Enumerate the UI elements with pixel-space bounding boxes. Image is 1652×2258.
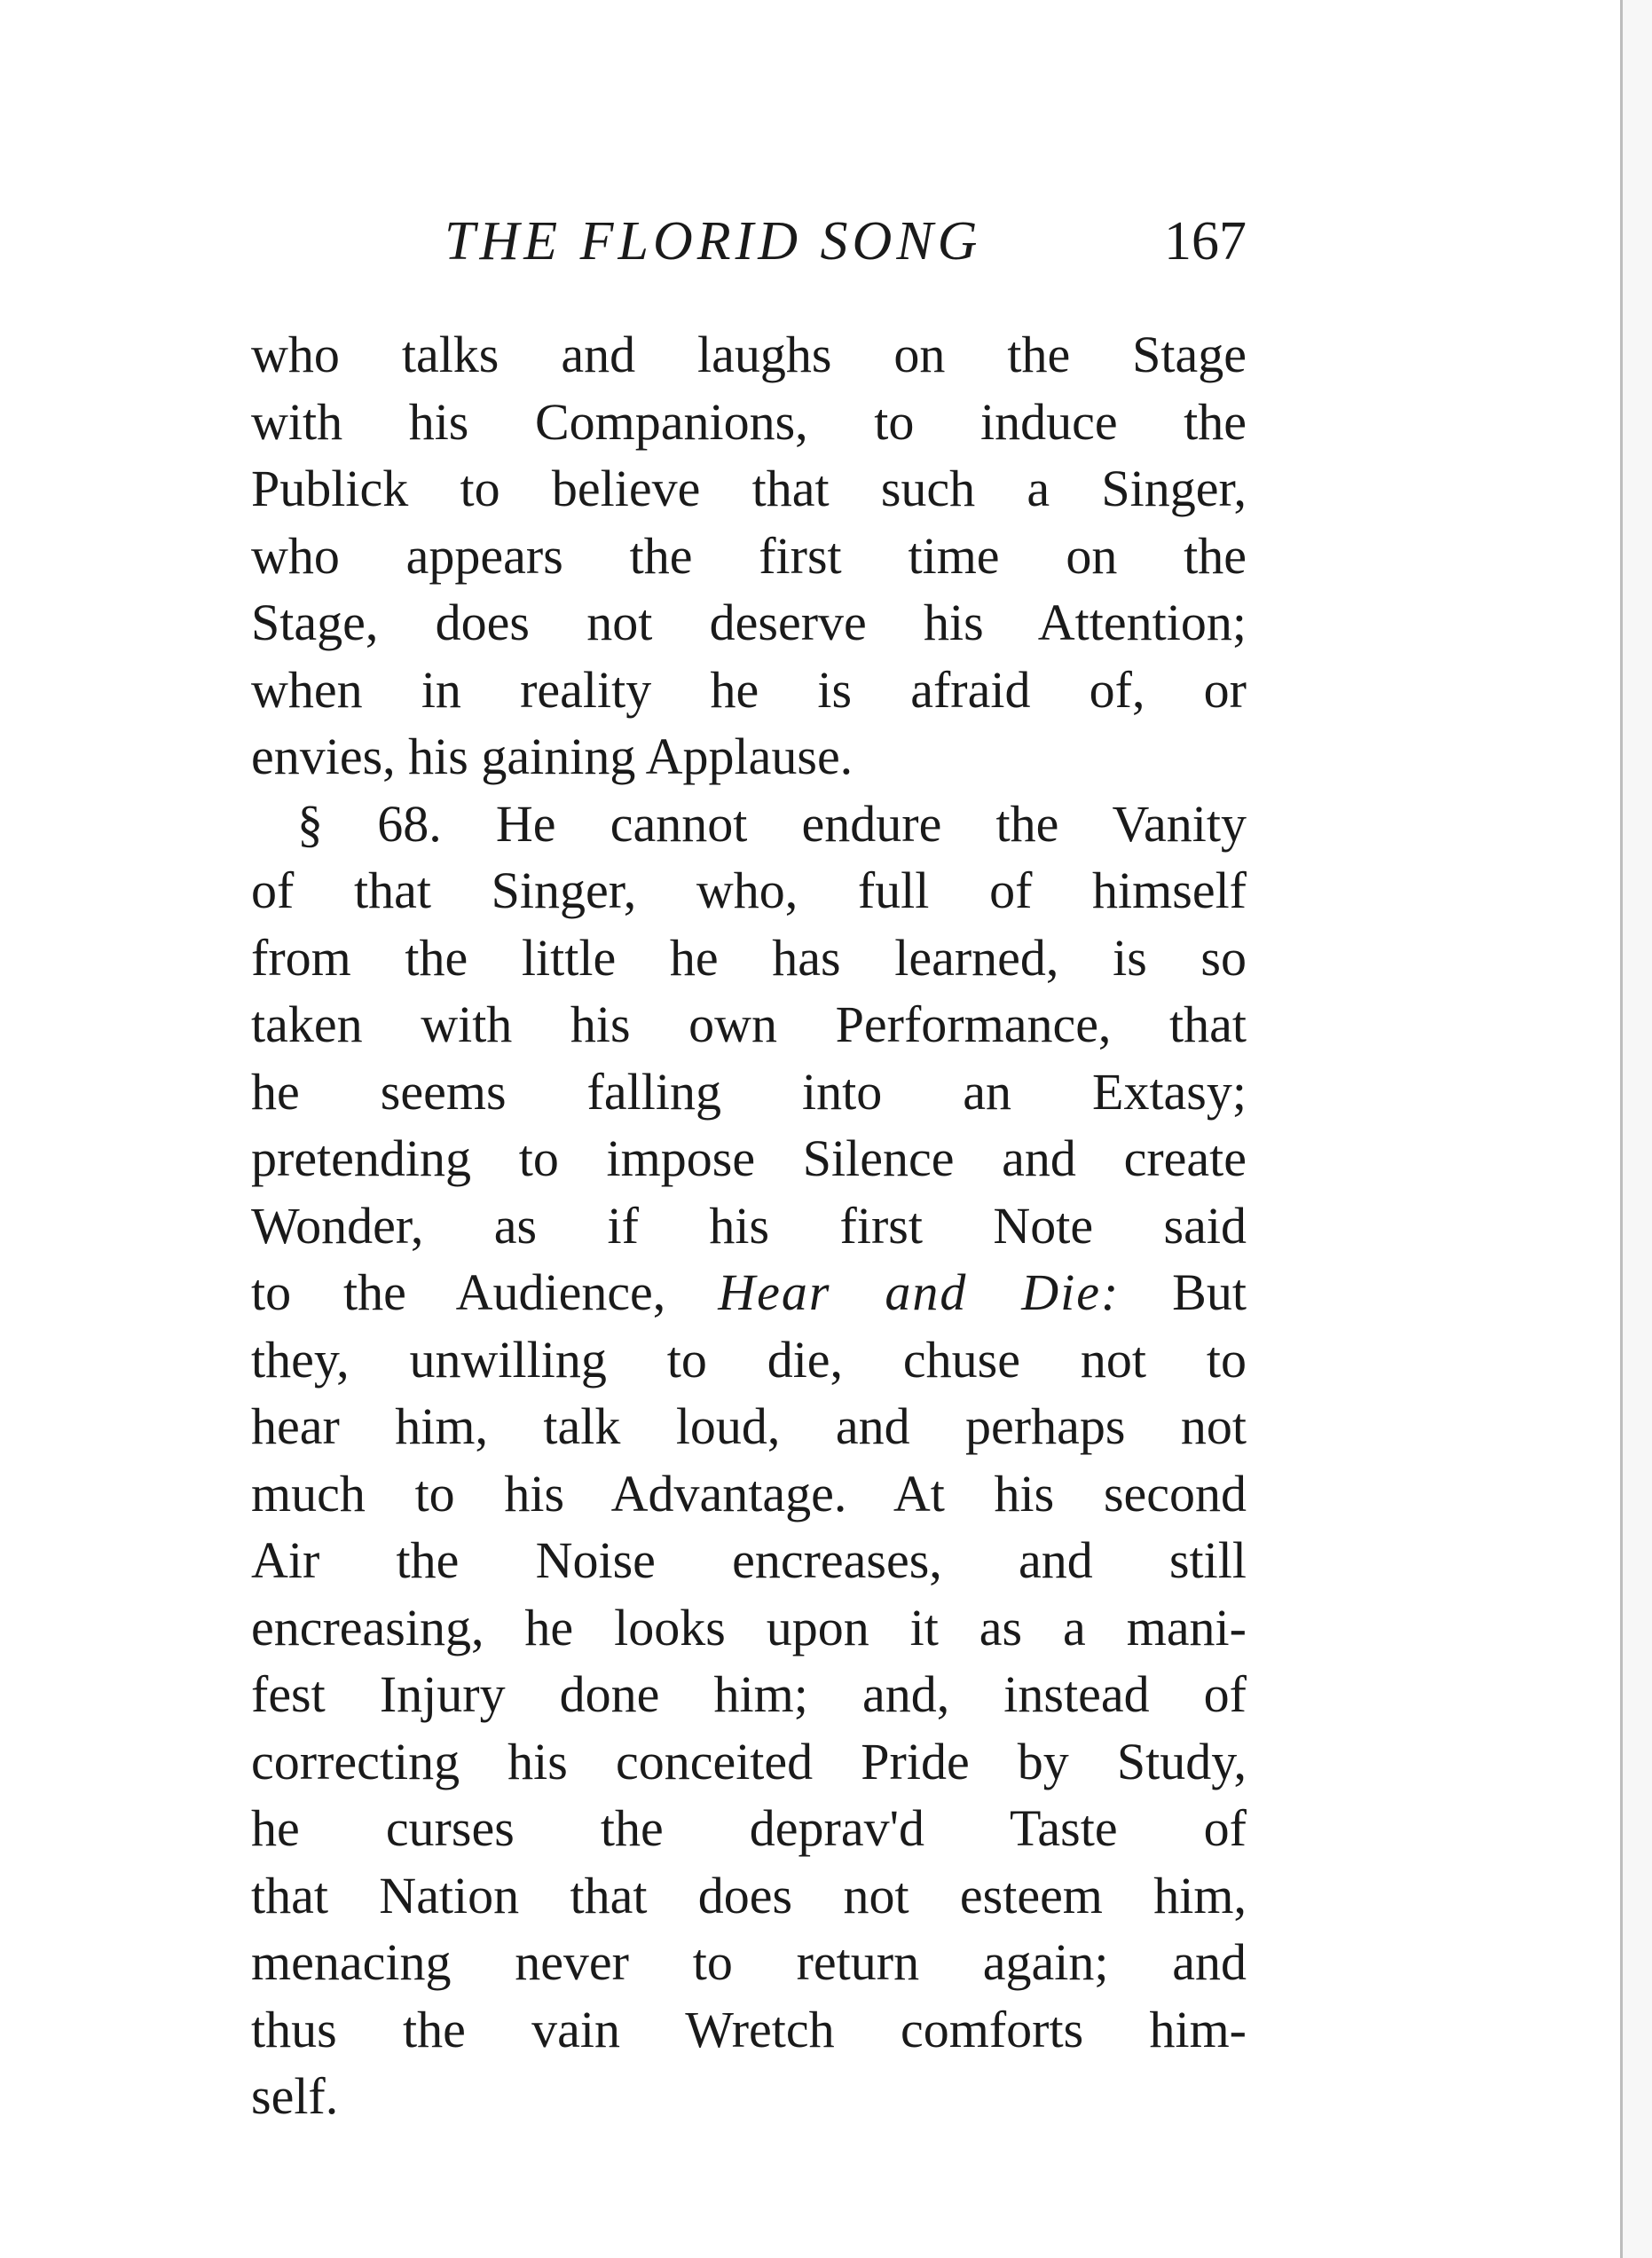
page-edge — [1620, 0, 1623, 2258]
text-line: with his Companions, to induce the — [251, 392, 1247, 451]
text-line: Air the Noise encreases, and still — [251, 1531, 1247, 1589]
page-number: 167 — [1164, 211, 1247, 271]
paragraph-last-line: self. — [251, 2067, 339, 2125]
paragraph-last-line: envies, his gaining Applause. — [251, 728, 854, 785]
text-line: correcting his conceited Pride by Study, — [251, 1732, 1247, 1790]
text-line: encreasing, he looks upon it as a mani- — [251, 1598, 1247, 1656]
text-line: hear him, talk loud, and perhaps not — [251, 1397, 1247, 1455]
text-line: he seems falling into an Extasy; — [251, 1062, 1247, 1121]
text-line: pretending to impose Silence and create — [251, 1129, 1247, 1187]
text-line: of that Singer, who, full of himself — [251, 862, 1247, 919]
text-line: who talks and laughs on the Stage — [251, 326, 1247, 383]
running-title: THE FLORID SONG — [444, 211, 982, 271]
text-line: much to his Advantage. At his second — [251, 1464, 1247, 1522]
text-line: Stage, does not deserve his Attention; — [251, 594, 1247, 651]
text-line: that Nation that does not esteem him, — [251, 1866, 1247, 1924]
text-run: to the Audience, — [251, 1263, 719, 1321]
text-line: they, unwilling to die, chuse not to — [251, 1330, 1247, 1389]
text-line: from the little he has learned, is so — [251, 928, 1247, 987]
italic-quote: Hear and Die: — [718, 1263, 1121, 1321]
text-line: when in reality he is afraid of, or — [251, 660, 1247, 719]
text-line: who appears the first time on the — [251, 526, 1247, 585]
text-line: thus the vain Wretch comforts him- — [251, 2000, 1247, 2058]
text-line: Publick to believe that such a Singer, — [251, 460, 1247, 517]
body-text — [251, 321, 1247, 2130]
paragraph-first-line: § 68. He cannot endure the Vanity — [297, 794, 1247, 853]
text-line — [251, 1259, 1247, 1326]
text-run: But — [1120, 1263, 1247, 1321]
text-line: Wonder, as if his first Note said — [251, 1196, 1247, 1255]
text-line: he curses the deprav'd Taste of — [251, 1799, 1247, 1857]
running-head — [251, 206, 1247, 277]
text-line: taken with his own Performance, that — [251, 995, 1247, 1053]
page-margin-shadow — [1623, 0, 1652, 2258]
text-line: fest Injury done him; and, instead of — [251, 1665, 1247, 1723]
text-line: menacing never to return again; and — [251, 1933, 1247, 1991]
